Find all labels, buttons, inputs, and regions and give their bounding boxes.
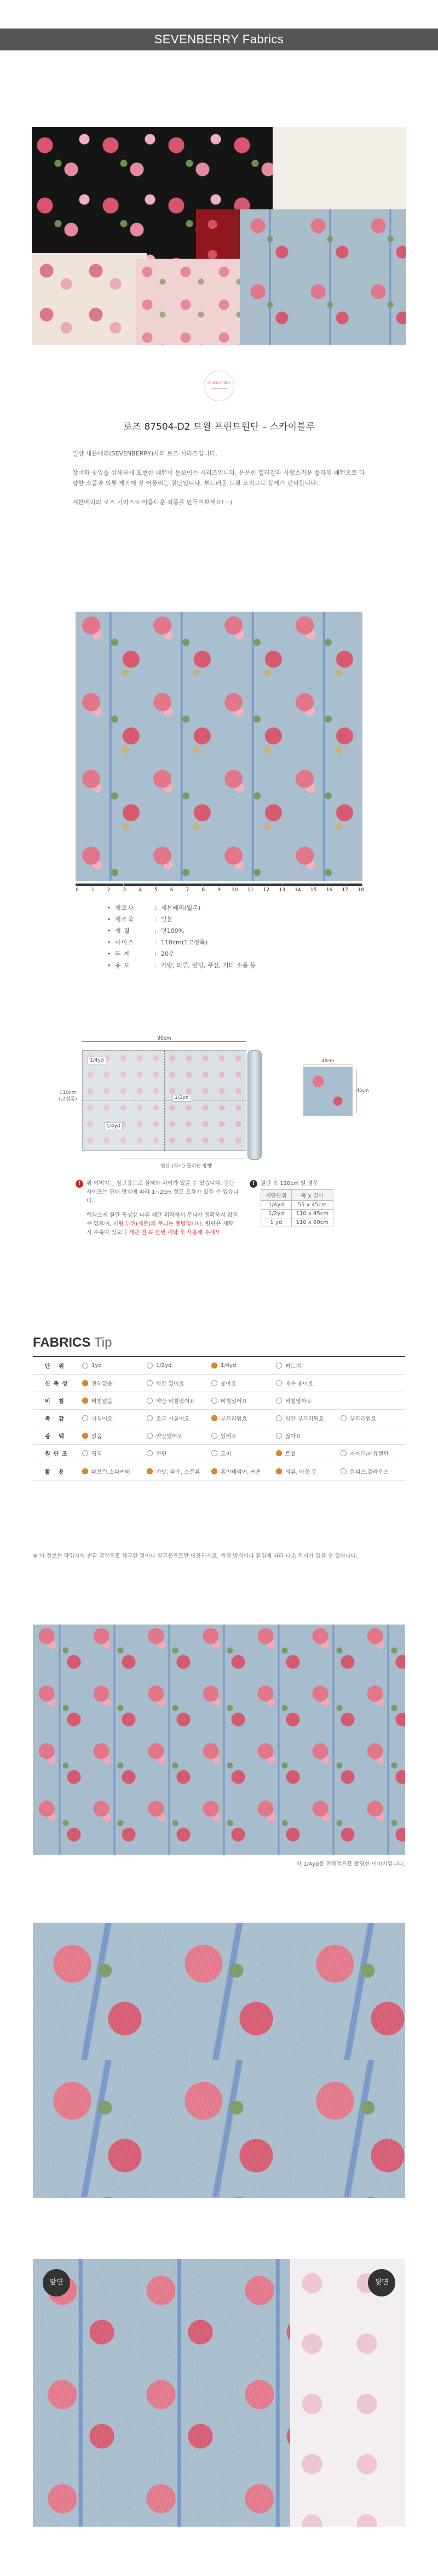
table-row: 1/2yd 110 x 45cm [261,1210,333,1218]
tip-row-label: 신축성 [45,1381,71,1387]
ruler-tick-label: 2 [107,887,111,893]
ruler-tick-label: 1 [91,887,95,893]
tip-option [147,1397,211,1405]
fabric-full-view [76,612,362,881]
hero-fabric-collage [32,127,406,345]
tip-option [147,1363,211,1369]
ruler-tick-label: 13 [279,887,285,893]
diagram-tag-half: 1/2yd [172,1094,191,1102]
spec-label: 사이즈 [115,939,134,946]
ruler-tick-label: 16 [326,887,333,893]
fabric-roll [247,1050,262,1160]
tip-row [33,1462,405,1480]
intro-text [72,448,368,516]
tip-option-label: 홈인테리어, 커튼 [221,1469,261,1475]
diagram-tag-quarter: 1/4yd [104,1122,123,1130]
cut-table: 재단단위 폭 x 길이 1/4yd 55 x 45cm 1/2yd 110 x 45cm 1 yd 110 x 90cm [261,1189,333,1227]
tip-row [33,1427,405,1445]
radio-selected-icon [211,1415,217,1421]
radio-selected-icon [82,1398,88,1404]
diagram-direction-label: 원단 (식서) 물리는 방향 [160,1164,212,1169]
tip-option [211,1363,276,1369]
ruler-bar [76,884,362,886]
logo-divider [211,388,228,389]
tip-option [276,1432,341,1440]
tip-option-label: 패브릭,소파커버 [91,1469,130,1475]
spec-value: 110cm(1고정폭) [161,939,208,946]
swatch-cream [32,253,147,345]
radio-selected-icon [211,1468,217,1474]
warning-note: ! 위 이미지는 참고용으로 실제와 차이가 있을 수 있습니다. 원단 사이즈는 판매 방식에 따라 1~2cm 정도 오차가 있을 수 있습니다. [76,1179,240,1206]
radio-empty-icon [341,1468,347,1474]
tip-option [211,1432,276,1440]
tip-row-label: 원단조 [45,1451,71,1457]
tip-row [33,1445,405,1462]
mini-width-label: 45cm [303,1058,353,1064]
tip-option [82,1397,147,1405]
fabric-back-side [290,2259,405,2527]
tip-option-label: 평직 [91,1451,102,1457]
radio-empty-icon [147,1398,153,1404]
table-row: 1/4yd 55 x 45cm [261,1201,333,1210]
intro-paragraph: 장미와 꽃잎을 섬세하게 표현한 패턴이 돋보이는 시리즈입니다. 은은한 컬러감과 사랑스러운 플라워 패턴으로 다양한 소품과 의류 제작에 잘 어울리는 원단입니다. 부드러운 트윌 조직으로 봉제가 편리합니다. [72,469,365,487]
photo-caption: 약 1/4yd를 전체적으로 촬영한 이미지입니다. [296,1861,405,1867]
ruler-tick-label: 17 [342,887,348,893]
spec-label: 재 질 [115,927,130,934]
tip-option [82,1379,147,1387]
ruler-tick-label: 5 [154,887,158,893]
spec-list [107,902,337,971]
tip-row-label: 단 위 [45,1364,67,1370]
tip-option [276,1449,341,1457]
radio-empty-icon [276,1363,282,1369]
tip-option-label: 의류, 아동 등 [285,1469,317,1475]
tip-option-label: 비침없음 [91,1399,113,1405]
tip-row-label: 활 용 [45,1469,67,1475]
tip-option [276,1397,341,1405]
back-badge: 뒷면 [368,2269,395,2296]
swatch-skyblue [240,209,406,345]
radio-empty-icon [341,1450,347,1456]
radio-empty-icon [276,1415,282,1421]
ruler-tick-label: 0 [76,887,79,893]
tip-row [33,1392,405,1410]
mini-fabric [303,1067,353,1116]
brand-banner: SEVENBERRY Fabrics [0,29,438,50]
fabric-front-side [33,2259,290,2527]
spec-value: 면100% [161,927,185,934]
fabric-photo-front-back [33,2259,405,2527]
tip-option-label: 트윌 [285,1451,296,1457]
cut-size-table [250,1179,359,1227]
tip-row [33,1410,405,1427]
tip-option [82,1449,147,1457]
tip-option-label: 부드러워요 [350,1416,377,1422]
top-header [0,0,438,53]
radio-selected-icon [211,1363,217,1369]
radio-empty-icon [82,1415,88,1421]
tip-option-label: 많아요 [285,1434,301,1440]
warning-icon: ! [76,1180,83,1188]
tip-option-label: 조금 거칠어요 [156,1416,190,1422]
radio-empty-icon [276,1380,282,1386]
diagram-cut-line [164,1050,165,1151]
tip-option [82,1432,147,1440]
radio-empty-icon [82,1450,88,1456]
spec-label: 제조국 [115,916,134,923]
diagram-side-label: 110cm (고정폭) [59,1090,77,1102]
radio-empty-icon [82,1363,88,1369]
cut-table-heading: ! 원단 폭 110cm 일 경우 [250,1179,359,1189]
radio-empty-icon [147,1450,153,1456]
tip-option-label: 전혀없음 [91,1381,113,1387]
radio-empty-icon [341,1415,347,1421]
spec-label: 용 도 [115,962,130,969]
warning-note: 핵심소재 원단 특성상 다른 재단 위치에서 무늬가 정확하지 않을 수 있으며, 커팅 부위(세로)의 무늬는 랜덤입니다. 원단은 세탁 시 수축이 있으니 재단 전 꼭 한번 세탁 후 사용해 주세요. [87,1212,238,1236]
ruler-tick-label: 11 [247,887,254,893]
mini-swatch [296,1058,367,1129]
ruler [76,884,362,892]
tip-option-label: 부드러워요 [221,1416,247,1422]
tip-option-label: 약간 비침있어요 [156,1399,195,1405]
ruler-tick-label: 18 [358,887,364,893]
radio-empty-icon [147,1433,153,1439]
table-row: 1 yd 110 x 90cm [261,1218,333,1227]
spec-row: • 사이즈 : 110cm(1고정폭) [107,937,337,948]
tip-option-label: 약간 있어요 [156,1381,185,1387]
tip-option-label: 1yd [91,1363,102,1369]
ruler-tick-label: 3 [123,887,126,893]
spec-value: 일본 [161,916,173,923]
tip-option [147,1379,211,1387]
radio-empty-icon [211,1398,217,1404]
radio-selected-icon [147,1468,153,1474]
ruler-tick-label: 6 [170,887,174,893]
tip-option [341,1467,405,1475]
spec-value: 20수 [161,950,175,958]
tip-option [276,1361,341,1370]
tip-option-label: 자카드/레큐렌탄 [350,1451,389,1457]
logo-text: SEVEN BERRY [207,382,231,385]
tip-option-label: 매우 좋아요 [285,1381,314,1387]
ruler-tick-label: 8 [201,887,205,893]
tip-option [147,1432,211,1440]
fabric-photo-closeup [33,1923,405,2198]
diagram-tag-quarter: 1/4yd [88,1057,106,1064]
tip-option-label: 도비 [221,1451,232,1457]
radio-empty-icon [276,1433,282,1439]
tip-option [276,1467,341,1475]
radio-selected-icon [276,1450,282,1456]
spec-row: • 재 질 : 면100% [107,925,337,937]
spec-value: 가방, 의류, 빈딩, 쿠션, 기타 소품 등 [161,962,256,969]
swatch-pink [136,259,245,345]
tip-option [211,1379,276,1387]
tip-option [211,1414,276,1422]
radio-empty-icon [147,1363,153,1369]
brand-logo [204,371,234,401]
fabric-photo-quarter-yard [33,1625,405,1855]
spec-row: • 제조사 : 세븐베리(일본) [107,902,337,914]
tip-option [211,1449,276,1457]
tip-note: ※ 이 정보는 작업자의 손끝 감각으로 체크한 것이니 참고용으로만 이용하세요. 측정 방식이나 환경에 따라 다소 차이가 있을 수 있습니다. [33,1553,358,1559]
tip-option [82,1467,147,1475]
spec-row: • 두 께 : 20수 [107,948,337,960]
radio-selected-icon [82,1468,88,1474]
radio-empty-icon [211,1380,217,1386]
tip-option-label: 약간 부드러워요 [285,1416,324,1422]
intro-paragraph: 세븐베리의 로즈 시리즈로 아름다운 작품을 만들어보세요! :-) [72,499,233,506]
tip-option [341,1449,405,1457]
tip-row [33,1357,405,1375]
radio-empty-icon [276,1398,282,1404]
tip-option-label: 가방, 파우, 소품류 [156,1469,200,1475]
tip-row-label: 광 택 [45,1434,67,1440]
ruler-tick-label: 9 [217,887,221,893]
tip-option [82,1414,147,1422]
radio-selected-icon [276,1468,282,1474]
tip-option-label: 좋아요 [221,1381,237,1387]
spec-label: 제조사 [115,904,134,911]
tip-option-label: 커트지 [285,1364,301,1370]
radio-empty-icon [211,1450,217,1456]
ruler-tick-label: 4 [139,887,142,893]
intro-paragraph: 일상 세븐베리(SEVENBERRY)사의 로즈 시리즈입니다. [72,450,218,457]
front-badge: 앞면 [43,2269,70,2296]
spec-label: 두 께 [115,950,130,958]
tip-option-label: 1/2yd [156,1363,172,1369]
tip-row-label: 촉 감 [45,1416,67,1422]
tip-option [82,1363,147,1369]
tip-option [276,1414,341,1422]
fabrics-tip-table [33,1356,405,1480]
info-icon: ! [250,1180,257,1188]
tip-option [147,1449,211,1457]
tip-option-label: 원피스,블라우스 [350,1469,389,1475]
tip-option-label: 약간있어요 [156,1434,183,1440]
diagram-width-label: 90cm [82,1041,246,1042]
mini-height-label: 45cm [356,1069,366,1113]
spec-value: 세븐베리(일본) [161,904,201,911]
ruler-tick-label: 10 [232,887,238,893]
radio-empty-icon [147,1415,153,1421]
ruler-tick-label: 14 [295,887,301,893]
tip-option-label: 비침많아요 [285,1399,312,1405]
tip-option-label: 1/4yd [221,1363,237,1369]
radio-selected-icon [82,1433,88,1439]
notes-warnings [76,1179,240,1243]
fabrics-tip-title: FABRICS Tip [33,1335,112,1350]
spec-row: • 제조국 : 일본 [107,914,337,925]
tip-option [341,1414,405,1422]
ruler-tick-label: 12 [263,887,270,893]
tip-option-label: 없음 [91,1434,102,1440]
tip-option-label: 비침있어요 [221,1399,247,1405]
tip-row [33,1375,405,1392]
ruler-tick-label: 15 [310,887,317,893]
tip-option [147,1414,211,1422]
radio-selected-icon [82,1380,88,1386]
tip-option-label: 거칠어요 [91,1416,113,1422]
tip-option-label: 전면 [156,1451,167,1457]
ruler-tick-label: 7 [186,887,189,893]
tip-option-label: 있어요 [221,1434,237,1440]
radio-empty-icon [147,1380,153,1386]
tip-option [211,1467,276,1475]
spec-row: • 용 도 : 가방, 의류, 빈딩, 쿠션, 기타 소품 등 [107,960,337,971]
tip-row-label: 비 침 [45,1399,67,1405]
product-title: 로즈 87504-D2 트윌 프린트원단 – 스카이블루 [123,421,315,432]
radio-empty-icon [211,1433,217,1439]
tip-option [276,1379,341,1387]
tip-option [211,1397,276,1405]
tip-option [147,1467,211,1475]
